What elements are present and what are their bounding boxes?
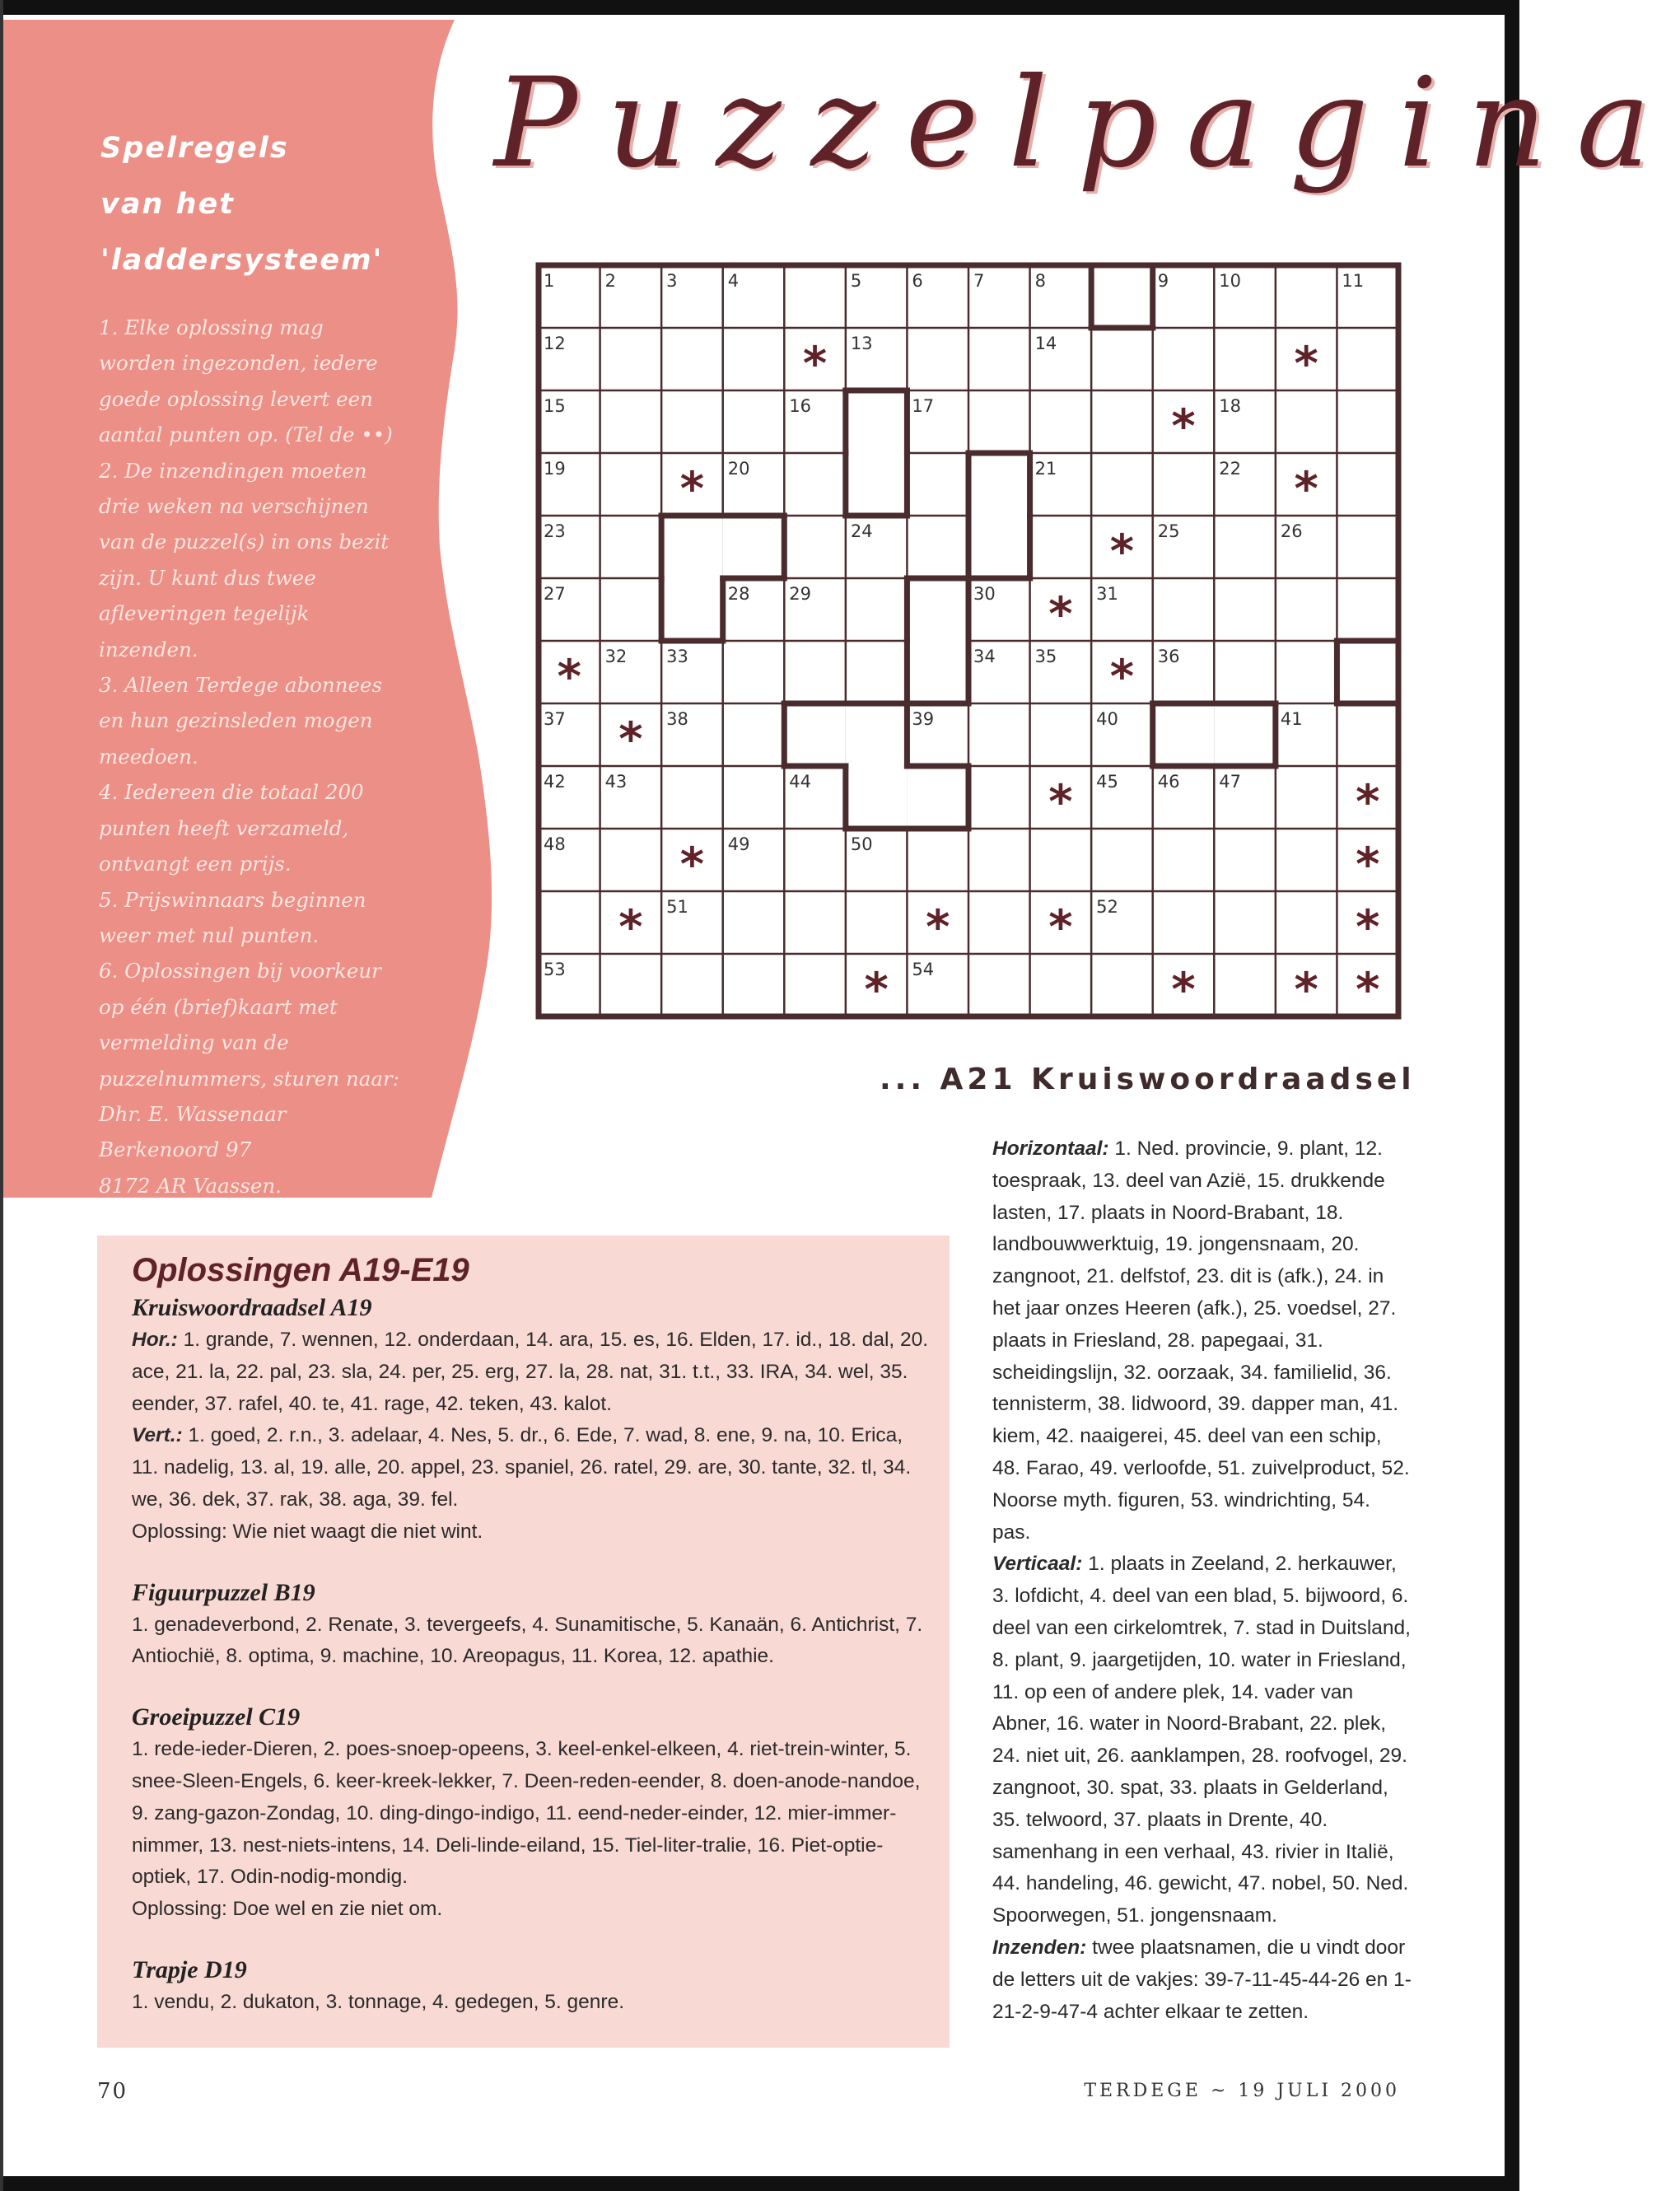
solution-b19-text: 1. genadeverbond, 2. Renate, 3. tevergeefs, 4. Sunamitische, 5. Kanaän, 6. Antichrist, 7. Antiochië, 8. optima, 9. machine, 10. Areopagus, 11. Korea, 12. apathie. xyxy=(132,1613,923,1668)
solution-d19-text: 1. vendu, 2. dukaton, 3. tonnage, 4. gedegen, 5. genre. xyxy=(132,1990,625,2013)
grid-block-cell xyxy=(907,766,968,829)
grid-cell-number: 37 xyxy=(544,709,566,729)
grid-cell-number: 46 xyxy=(1157,772,1180,792)
crossword-clues xyxy=(992,1133,1412,2028)
grid-star-cell: * xyxy=(1171,963,1196,1017)
grid-star-cell: * xyxy=(1356,963,1380,1017)
address-line-2: Berkenoord 97 xyxy=(99,1138,252,1162)
grid-block-cell xyxy=(846,453,908,516)
solution-a19-title: Kruiswoordraadsel A19 xyxy=(132,1294,372,1321)
grid-cell-number: 27 xyxy=(544,584,566,604)
grid-cell-number: 30 xyxy=(973,584,996,604)
grid-block-cell xyxy=(846,390,908,453)
grid-star-cell: * xyxy=(1048,587,1073,642)
page-border-bottom xyxy=(0,2176,1519,2191)
address-line-1: Dhr. E. Wassenaar xyxy=(99,1101,287,1126)
grid-star-cell: * xyxy=(1356,900,1380,955)
grid-cell-number: 34 xyxy=(973,647,996,666)
crossword-grid xyxy=(534,260,1403,1021)
grid-cell-number: 2 xyxy=(604,271,616,291)
grid-star-cell: * xyxy=(618,900,643,955)
grid-cell-number: 23 xyxy=(544,521,566,541)
clues-horizontal-label: Horizontaal: xyxy=(992,1138,1109,1160)
grid-star-cell: * xyxy=(1356,838,1380,892)
grid-star-cell: * xyxy=(864,963,889,1017)
grid-cell-number: 9 xyxy=(1157,271,1169,291)
grid-star-cell: * xyxy=(557,650,581,704)
page-border-right xyxy=(1505,0,1519,2191)
solution-a19-vertical xyxy=(132,1420,931,1516)
grid-block-cell xyxy=(907,578,968,641)
grid-cell-number: 43 xyxy=(604,772,628,792)
grid-star-cell: * xyxy=(1294,462,1318,516)
grid-cell-number: 12 xyxy=(544,334,566,353)
grid-block-cell xyxy=(1337,641,1398,703)
page-number: 70 xyxy=(97,2079,128,2104)
grid-cell-number: 1 xyxy=(544,271,555,291)
clues-submit-label: Inzenden: xyxy=(992,1936,1087,1959)
grid-block-cell xyxy=(1091,265,1153,328)
grid-star-cell: * xyxy=(1171,399,1196,454)
solution-a19-answer: Oplossing: Wie niet waagt die niet wint. xyxy=(132,1520,483,1543)
grid-star-cell: * xyxy=(1109,525,1135,579)
rule-item-3: 3. Alleen Terdege abonnees en hun gezinsleden mogen meedoen. xyxy=(99,673,383,768)
crossword-grid-container xyxy=(534,260,1403,1021)
grid-block-cell xyxy=(1153,703,1215,766)
grid-block-cell xyxy=(846,703,908,766)
solution-c19-title: Groeipuzzel C19 xyxy=(132,1703,301,1731)
spacer xyxy=(132,1549,931,1577)
grid-cell-number: 19 xyxy=(544,459,566,479)
grid-cell-number: 17 xyxy=(912,396,935,416)
grid-star-cell: * xyxy=(1048,900,1073,955)
grid-cell-number: 28 xyxy=(727,584,750,604)
grid-cell-number: 18 xyxy=(1219,396,1242,416)
rule-item-2: 2. De inzendingen moeten drie weken na verschijnen van de puzzel(s) in ons bezit zijn. U kunt dus twee afleveringen tegelijk inzenden. xyxy=(99,458,390,661)
grid-cell-number: 3 xyxy=(666,271,678,291)
rule-item-1: 1. Elke oplossing mag worden ingezonden, iedere goede oplossing levert een aantal punten op. (Tel de ••) xyxy=(99,315,393,447)
clues-horizontal-text: 1. Ned. provincie, 9. plant, 12. toespraak, 13. deel van Azië, 15. drukkende lasten, 17. plaats in Noord-Brabant, 18. landbouwwerktuig, 19. jongensnaam, 20. zangnoot, 21. delfstof, 23. dit is (afk.), 24. in het jaar onzes Heeren (afk.), 25. voedsel, 27. plaats in Friesland, 28. papegaai, 31. scheidingslijn, 32. oorzaak, 34. familielid, 36. tennisterm, 38. lidwoord, 39. dapper man, 41. kiem, 42. naaigerei, 45. deel van een schip, 48. Farao, 49. verloofde, 51. zuivelproduct, 52. Noorse myth. figuren, 53. windrichting, 54. pas. xyxy=(992,1138,1410,1544)
clues-vertical xyxy=(992,1549,1412,1932)
grid-cell-number: 53 xyxy=(544,960,566,979)
solution-a19-horizontal xyxy=(132,1324,931,1420)
grid-cell-number: 32 xyxy=(604,647,628,666)
grid-block-cell xyxy=(968,516,1030,578)
grid-cell-number: 54 xyxy=(912,960,935,979)
grid-cell-number: 29 xyxy=(789,584,812,604)
grid-cell-number: 39 xyxy=(912,709,935,729)
grid-cell-number: 47 xyxy=(1219,772,1242,792)
solution-b19-title: Figuurpuzzel B19 xyxy=(132,1578,315,1606)
grid-star-cell: * xyxy=(1356,775,1380,829)
solution-a19-hor-text: 1. grande, 7. wennen, 12. onderdaan, 14. ara, 15. es, 16. Elden, 17. id., 18. dal, 20. ace, 21. la, 22. pal, 23. sla, 24. per, 25. erg, 27. la, 28. nat, 31. t.t., 33. IRA, 34. wel, 35. eender, 37. rafel, 40. te, 41. rage, 42. teken, 43. kalot. xyxy=(132,1329,929,1415)
grid-block-cell xyxy=(723,516,785,578)
grid-cell-number: 41 xyxy=(1280,709,1303,729)
grid-cell-number: 40 xyxy=(1096,709,1118,729)
grid-cell-number: 49 xyxy=(727,834,750,854)
grid-cell-number: 48 xyxy=(544,834,566,854)
solution-a19-vert-text: 1. goed, 2. r.n., 3. adelaar, 4. Nes, 5. dr., 6. Ede, 7. wad, 8. ene, 9. na, 10. Erica, 11. nadelig, 13. al, 19. alle, 20. appel, 23. spaniel, 26. ratel, 29. are, 30. tante, 32. tl, 34. we, 36. dek, 37. rak, 38. aga, 39. fel. xyxy=(132,1424,912,1511)
clues-vertical-text: 1. plaats in Zeeland, 2. herkauwer, 3. lofdicht, 4. deel van een blad, 5. bijwoord, 6. deel van een cirkelomtrek, 7. stad in Duitsland, 8. plant, 9. jaargetijden, 10. water in Friesland, 11. op een of andere plek, 14. vader van Abner, 16. water in Noord-Brabant, 22. plek, 24. niet uit, 26. aanklampen, 28. roofvogel, 29. zangnoot, 30. spat, 33. plaats in Gelderland, 35. telwoord, 37. plaats in Drente, 40. samenhang in een verhaal, 43. rivier in Italië, 44. handeling, 46. gewicht, 47. nobel, 50. Ned. Spoorwegen, 51. jongensnaam. xyxy=(992,1553,1411,1927)
grid-star-cell: * xyxy=(926,900,950,955)
solution-d19-title: Trapje D19 xyxy=(132,1955,247,1983)
grid-cell-number: 14 xyxy=(1034,334,1057,353)
solutions-title: Oplossingen A19-E19 xyxy=(132,1252,469,1288)
grid-block-cell xyxy=(661,516,723,578)
rule-item-6: 6. Oplossingen bij voorkeur op één (brief)kaart met vermelding van de puzzelnummers, sturen naar: xyxy=(99,959,399,1091)
grid-cell-number: 52 xyxy=(1096,897,1118,917)
grid-cell-number: 44 xyxy=(789,772,812,792)
grid-cell-number: 33 xyxy=(666,647,688,666)
grid-star-cell: * xyxy=(1109,650,1135,704)
rule-item-5: 5. Prijswinnaars beginnen weer met nul punten. xyxy=(99,887,366,947)
solution-a19-vert-label: Vert.: xyxy=(132,1424,183,1447)
grid-star-cell: * xyxy=(679,462,705,516)
clues-submit xyxy=(992,1932,1412,2028)
grid-cell-number: 24 xyxy=(850,521,873,541)
grid-star-cell: * xyxy=(1294,963,1318,1017)
grid-cell-number: 20 xyxy=(727,459,750,479)
grid-cell-number: 11 xyxy=(1342,271,1365,291)
address-line-3: 8172 AR Vaassen. xyxy=(99,1173,282,1198)
grid-block-cell xyxy=(661,578,723,641)
grid-block-cell xyxy=(1214,703,1276,766)
grid-cell-number: 16 xyxy=(789,396,812,416)
grid-star-cell: * xyxy=(679,838,705,892)
grid-block-cell xyxy=(784,703,846,766)
rules-title xyxy=(100,120,397,288)
grid-cell-number: 38 xyxy=(666,709,688,729)
grid-cell-number: 8 xyxy=(1034,271,1046,291)
grid-cell-number: 4 xyxy=(727,271,740,291)
rule-item-4: 4. Iedereen die totaal 200 punten heeft verzameld, ontvangt een prijs. xyxy=(99,780,364,876)
solution-a19-hor-label: Hor.: xyxy=(132,1329,178,1351)
grid-star-cell: * xyxy=(802,337,828,391)
clues-horizontal xyxy=(992,1133,1412,1549)
spacer xyxy=(132,1673,931,1701)
grid-cell-number: 26 xyxy=(1280,521,1303,541)
crossword-heading: ... A21 Kruiswoordraadsel xyxy=(880,1063,1416,1096)
solution-c19-text: 1. rede-ieder-Dieren, 2. poes-snoep-opeens, 3. keel-enkel-elkeen, 4. riet-trein-winter, 5. snee-Sleen-Engels, 6. keer-kreek-lekker, 7. Deen-reden-eender, 8. doen-anode-nandoe, 9. zang-gazon-Zondag, 10. ding-dingo-indigo, 11. eend-neder-einder, 12. mier-immer-nimmer, 13. nest-niets-intens, 14. Deli-linde-eiland, 15. Tiel-liter-tralie, 16. Piet-optie-optiek, 17. Odin-nodig-mondig. xyxy=(132,1738,921,1889)
grid-cell-number: 15 xyxy=(544,396,566,416)
grid-block-cell xyxy=(907,641,968,703)
page-title: Puzzelpagina xyxy=(494,52,1680,195)
grid-star-cell: * xyxy=(1048,775,1073,829)
grid-cell-number: 36 xyxy=(1157,647,1180,666)
grid-cell-number: 45 xyxy=(1096,772,1118,792)
page-footer: TERDEGE ~ 19 JULI 2000 xyxy=(1084,2081,1400,2101)
rules-title-line-1: Spelregels xyxy=(100,132,289,165)
grid-cell-number: 7 xyxy=(973,271,985,291)
grid-cell-number: 22 xyxy=(1219,459,1242,479)
grid-cell-number: 25 xyxy=(1157,521,1180,541)
grid-cell-number: 35 xyxy=(1034,647,1057,666)
grid-cell-number: 13 xyxy=(850,334,873,353)
grid-cell-number: 6 xyxy=(912,271,923,291)
rules-list xyxy=(99,310,405,1203)
grid-cell-number: 42 xyxy=(544,772,566,792)
grid-cell-number: 51 xyxy=(666,897,688,917)
grid-block-cell xyxy=(968,453,1030,516)
clues-submit-text: twee plaatsnamen, die u vindt door de letters uit de vakjes: 39-7-11-45-44-26 en 1-21-2-9-47-4 achter elkaar te zetten. xyxy=(992,1936,1412,2023)
grid-block-cell xyxy=(846,766,908,829)
rules-title-line-2: van het xyxy=(100,188,235,221)
solution-c19-answer: Oplossing: Doe wel en zie niet om. xyxy=(132,1898,443,1921)
rules-title-line-3: 'laddersysteem' xyxy=(100,244,384,277)
grid-star-cell: * xyxy=(1294,337,1318,391)
spacer xyxy=(132,1926,931,1954)
grid-star-cell: * xyxy=(618,712,643,767)
grid-cell-number: 21 xyxy=(1034,459,1057,479)
page-border-top xyxy=(0,0,1519,15)
grid-cell-number: 10 xyxy=(1219,271,1242,291)
grid-cell-number: 50 xyxy=(850,834,873,854)
clues-vertical-label: Verticaal: xyxy=(992,1553,1083,1576)
grid-cell-number: 5 xyxy=(850,271,862,291)
grid-cell-number: 31 xyxy=(1096,584,1118,604)
solutions-content xyxy=(132,1292,931,2019)
